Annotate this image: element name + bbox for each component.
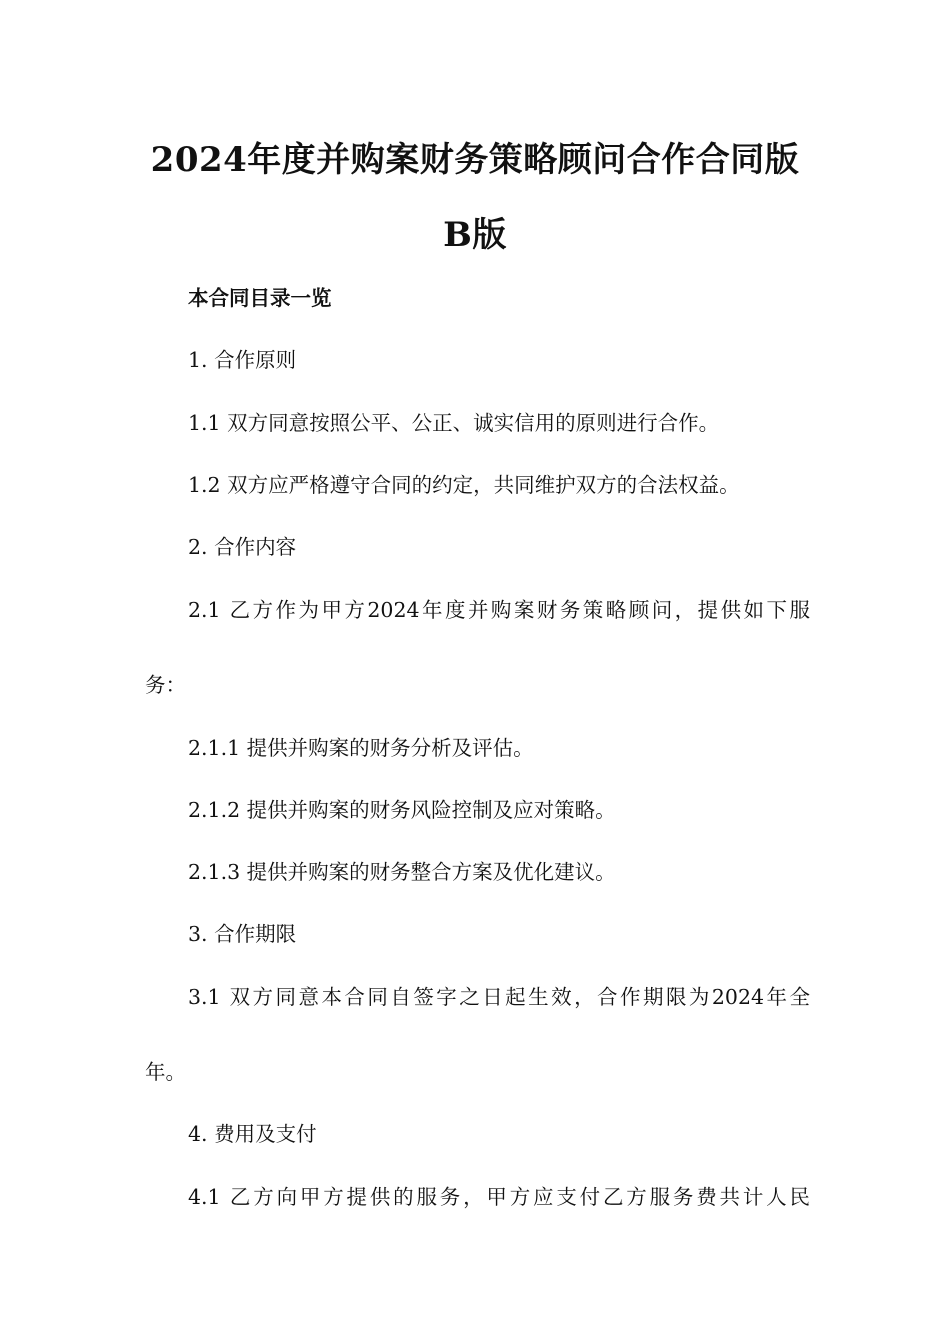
section-heading: 1. 合作原则 xyxy=(188,348,297,372)
clause-text: 1.1 双方同意按照公平、公正、诚实信用的原则进行合作。 xyxy=(188,411,720,435)
document-title-line-2: B版 xyxy=(443,215,507,255)
clause-text: 2.1.2 提供并购案的财务风险控制及应对策略。 xyxy=(188,798,616,822)
clause-text-continued: 务： xyxy=(145,673,186,697)
toc-heading: 本合同目录一览 xyxy=(188,286,332,310)
clause-text-continued: 年。 xyxy=(145,1060,186,1084)
clause-text: 2.1.1 提供并购案的财务分析及评估。 xyxy=(188,736,534,760)
section-heading: 2. 合作内容 xyxy=(188,535,297,559)
document-title-line-1: 2024年度并购案财务策略顾问合作合同版 xyxy=(150,140,800,180)
clause-text: 1.2 双方应严格遵守合同的约定，共同维护双方的合法权益。 xyxy=(188,473,740,497)
clause-text: 3.1 双方同意本合同自签字之日起生效，合作期限为2024年全 xyxy=(188,985,810,1009)
clause-text: 2.1 乙方作为甲方2024年度并购案财务策略顾问，提供如下服 xyxy=(188,598,810,622)
section-heading: 4. 费用及支付 xyxy=(188,1122,317,1146)
clause-text: 2.1.3 提供并购案的财务整合方案及优化建议。 xyxy=(188,860,616,884)
clause-text: 4.1 乙方向甲方提供的服务，甲方应支付乙方服务费共计人民 xyxy=(188,1185,810,1209)
section-heading: 3. 合作期限 xyxy=(188,922,297,946)
